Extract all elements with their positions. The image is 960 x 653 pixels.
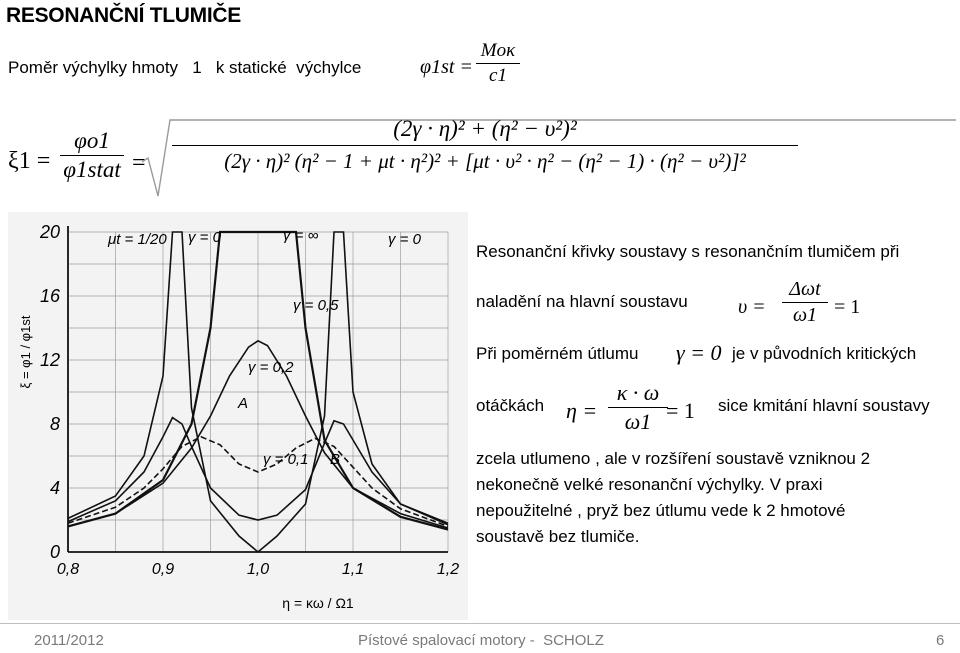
upsilon-numerator: Δωt <box>789 278 821 300</box>
chart-annotation: B <box>330 451 341 468</box>
caption-line2: naladění na hlavní soustavu <box>476 292 688 311</box>
slide-title: RESONANČNÍ TLUMIČE <box>6 4 241 27</box>
main-equals: = <box>132 150 146 176</box>
x-tick-label: 0,9 <box>151 561 175 578</box>
y-tick-label: 20 <box>39 222 60 242</box>
phi-static-lhs: φ1st = <box>420 56 473 78</box>
main-frac1-num: φo1 <box>74 128 110 153</box>
chart-annotation: μt = 1/20 <box>108 231 167 248</box>
x-tick-label: 1,2 <box>436 561 460 578</box>
resonance-chart <box>8 212 468 620</box>
line3-right: je v původních kritických <box>732 344 917 363</box>
footer-course: Pístové spalovací motory - SCHOLZ <box>358 632 604 649</box>
paragraph-line: nepoužitelné , pryž bez útlumu vede k 2 hmotové <box>476 501 846 520</box>
chart-annotation: γ = 0,5 <box>293 297 339 314</box>
line4-right: sice kmitání hlavní soustavy <box>718 396 930 415</box>
gamma-formula: γ = 0 <box>676 340 722 365</box>
main-fraction <box>172 116 798 174</box>
paragraph-line: zcela utlumeno , ale v rozšíření soustavě vzniknou 2 <box>476 449 871 468</box>
chart-annotation: A <box>238 395 249 412</box>
chart-annotation: γ = 0,1 <box>263 451 309 468</box>
eta-rhs: = 1 <box>666 398 695 423</box>
footer-year: 2011/2012 <box>34 632 104 649</box>
y-tick-label: 0 <box>49 542 60 562</box>
y-tick-label: 12 <box>39 350 60 370</box>
chart-annotation: γ = 0 <box>388 231 421 248</box>
chart-annotation: γ = 0,2 <box>248 359 294 376</box>
eta-lhs: η = <box>566 398 598 423</box>
chart-annotation: γ = 0 <box>188 229 221 246</box>
y-tick-label: 16 <box>39 286 60 306</box>
chart-background <box>8 212 468 620</box>
eta-numerator: κ · ω <box>616 380 660 405</box>
main-numerator: (2γ · η)² + (η² − υ²)² <box>393 116 577 141</box>
caption-line1: Resonanční křivky soustavy s resonančním tlumičem při <box>476 242 900 261</box>
intro-text: Poměr výchylky hmoty 1 k statické výchylce <box>8 58 362 77</box>
paragraph-line: nekonečně velké resonanční výchylky. V praxi <box>476 475 823 494</box>
x-tick-label: 0,8 <box>56 561 80 578</box>
chart-ylabel: ξ = φ1 / φ1st <box>18 315 33 389</box>
eta-fraction <box>608 380 668 435</box>
paragraph-line: soustavě bez tlumiče. <box>476 527 640 546</box>
xi-lhs: ξ1 = <box>8 148 51 174</box>
line4-left: otáčkách <box>476 396 545 415</box>
x-tick-label: 1,0 <box>246 561 270 578</box>
main-frac1-den: φ1stat <box>63 157 121 182</box>
upsilon-denominator: ω1 <box>792 304 818 326</box>
x-tick-label: 1,1 <box>341 561 365 578</box>
main-denominator: (2γ · η)² (η² − 1 + μt · η²)² + [μt · υ² · η² − (η² − 1) · (η² − υ²)]² <box>224 149 746 173</box>
phi-static-numerator: Mοκ <box>480 40 516 61</box>
y-tick-label: 4 <box>49 478 60 498</box>
line3-left: Při poměrném útlumu <box>476 344 639 363</box>
y-tick-label: 8 <box>49 414 60 434</box>
upsilon-lhs: υ = <box>738 296 766 318</box>
footer-page-number: 6 <box>936 632 945 649</box>
phi-static-fraction <box>476 40 520 87</box>
eta-denominator: ω1 <box>624 409 652 434</box>
main-frac1 <box>60 128 124 183</box>
upsilon-fraction <box>782 278 828 327</box>
upsilon-rhs: = 1 <box>834 296 861 318</box>
footer-divider <box>0 623 960 624</box>
chart-annotation: γ = ∞ <box>283 227 319 244</box>
phi-static-denominator: c1 <box>489 65 507 86</box>
chart-xlabel: η = κω / Ω1 <box>282 595 354 611</box>
